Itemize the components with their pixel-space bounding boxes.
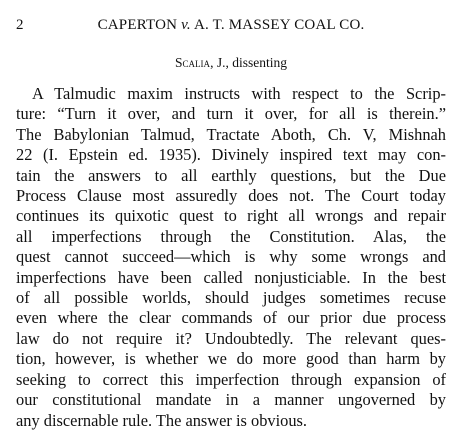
body-line: tion, however, is whether we do more good than harm by [16,349,446,369]
body-line: tain the answers to all earthly questions, but the Due [16,165,446,185]
page-number: 2 [16,17,24,33]
opinion-type: , J., dissenting [210,55,287,70]
justice-name: Scalia [175,55,211,70]
opinion-body [16,84,446,431]
body-line: Process Clause most assuredly does not. The Court today [16,186,446,206]
body-line: imperfections have been called nonjusticiable. In the best [16,267,446,287]
body-line: continues its quixotic quest to right all wrongs and repair [16,206,446,226]
body-line: of all possible worlds, should judges sometimes recuse [16,288,446,308]
body-line: our constitutional mandate in a manner ungoverned by [16,390,446,410]
body-line: any discernable rule. The answer is obvious. [16,410,308,430]
running-title [16,15,446,35]
body-line: 22 (I. Epstein ed. 1935). Divinely inspired text may con- [16,145,446,165]
body-line: quest cannot succeed—which is why some wrongs and [16,247,446,267]
body-line: ture: “Turn it over, and turn it over, for all is therein.” [16,104,446,124]
opinion-author-line [16,54,446,72]
body-line: law do not require it? Undoubtedly. The relevant ques- [16,328,446,348]
body-line: seeking to correct this imperfection through expansion of [16,369,446,389]
body-line: even where the clear commands of our prior due process [16,308,446,328]
body-line: all imperfections through the Constitution. Alas, the [16,226,446,246]
running-title-left: CAPERTON [97,17,178,33]
body-line: The Babylonian Talmud, Tractate Aboth, Ch. V, Mishnah [16,124,446,144]
page-header [16,15,446,35]
running-title-versus: v. [181,17,191,33]
body-line: A Talmudic maxim instructs with respect to the Scrip- [32,84,446,103]
running-title-right: A. T. MASSEY COAL CO. [193,17,365,33]
